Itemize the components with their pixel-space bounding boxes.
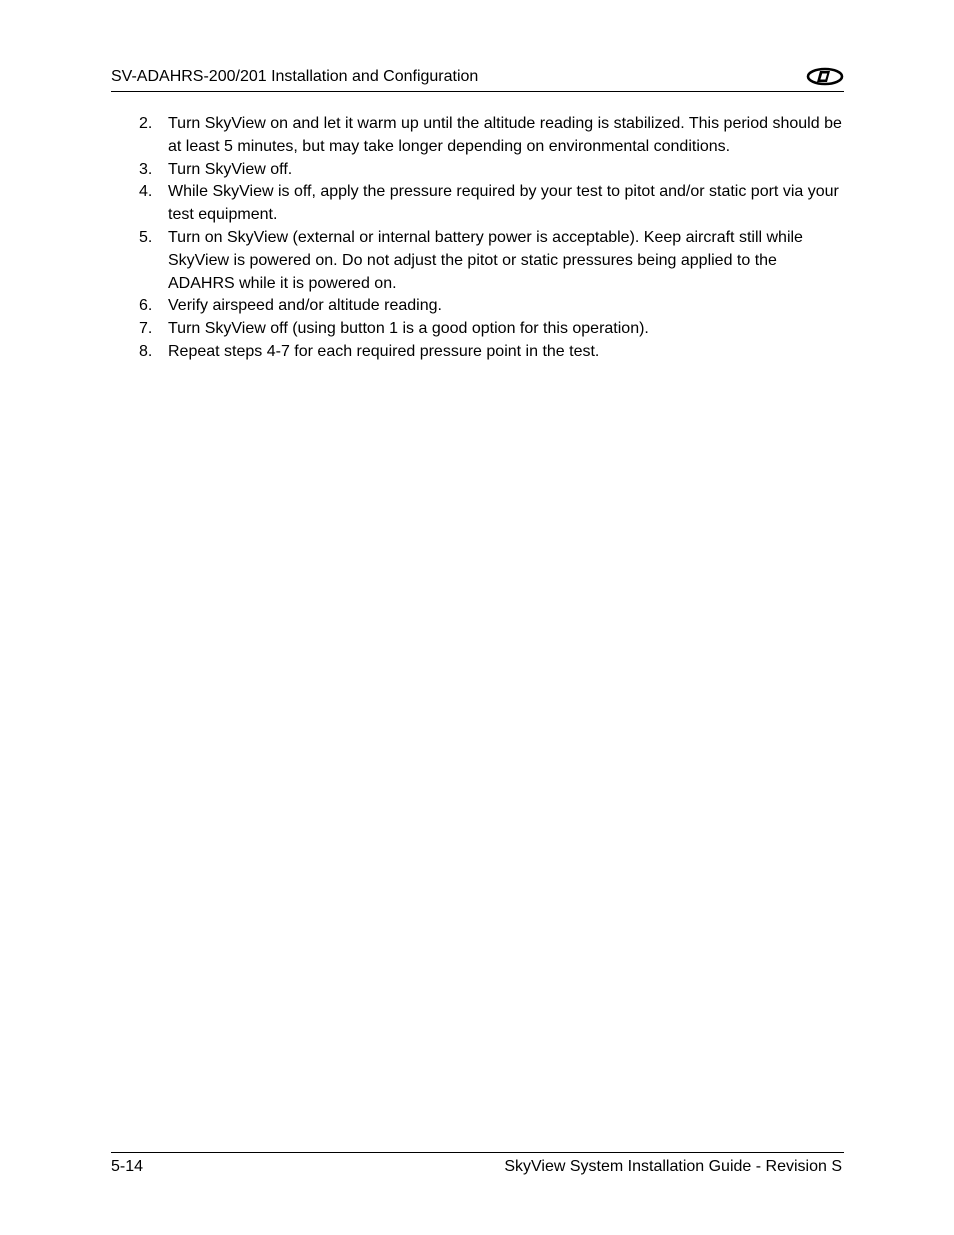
step-text: Repeat steps 4-7 for each required pressure point in the test. [168,342,600,360]
step-number: 3. [139,160,153,178]
step-number: 7. [139,320,153,338]
step-text: Turn SkyView off (using button 1 is a good option for this operation). [168,320,649,338]
step-item [139,181,844,227]
procedure-steps-list [139,113,844,364]
header-title: SV-ADAHRS-200/201 Installation and Configuration [111,68,479,85]
step-item [139,227,844,295]
step-text: Turn SkyView on and let it warm up until the altitude reading is stabilized. This period should be at least 5 minutes, but may take longer depending on environmental conditions. [168,115,842,155]
page-footer [111,1152,844,1183]
step-item [139,341,844,364]
step-item [139,113,844,159]
step-number: 5. [139,228,153,246]
step-text: Turn SkyView off. [168,160,293,178]
step-item [139,295,844,318]
dynon-logo-icon [806,67,844,86]
step-number: 8. [139,342,153,360]
step-number: 2. [139,115,153,132]
step-item [139,159,844,182]
step-text: While SkyView is off, apply the pressure required by your test to pitot and/or static port via your test equipment. [168,183,839,224]
step-number: 6. [139,297,153,315]
footer-page-number: 5-14 [111,1158,144,1175]
page-header [111,64,844,92]
step-number: 4. [139,183,153,201]
step-text: Verify airspeed and/or altitude reading. [168,297,442,315]
step-item [139,318,844,341]
step-text: Turn on SkyView (external or internal battery power is acceptable). Keep aircraft still while SkyView is powered on. Do not adjust the pitot or static pressures being applied to the ADAHRS while it is powered on. [168,228,803,292]
footer-doc-title: SkyView System Installation Guide - Revision S [504,1158,842,1175]
